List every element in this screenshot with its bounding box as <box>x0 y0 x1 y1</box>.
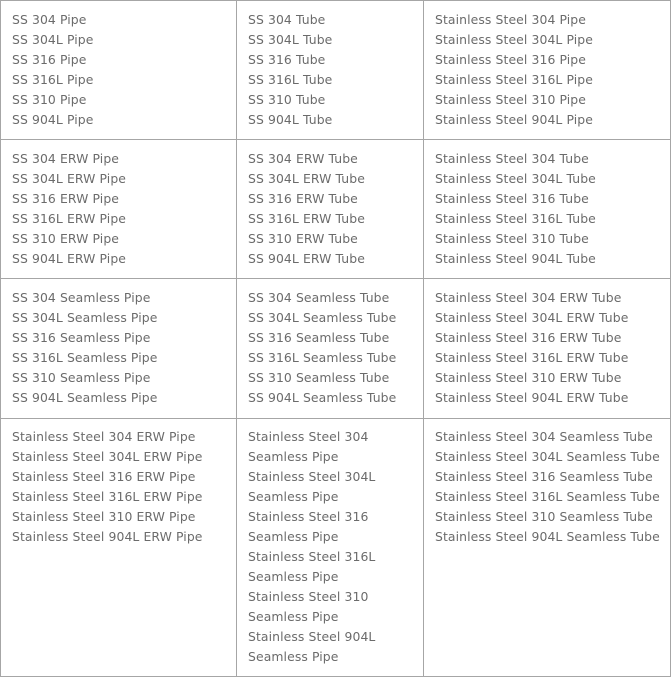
table-cell <box>237 140 424 279</box>
product-link[interactable]: SS 316 Pipe <box>12 52 87 67</box>
product-link[interactable]: SS 304 Pipe <box>12 12 87 27</box>
product-link[interactable]: Stainless Steel 316 Seamless Tube <box>435 469 653 484</box>
product-link[interactable]: SS 316 Seamless Tube <box>248 330 390 345</box>
table-cell <box>1 279 237 419</box>
table-cell <box>237 279 424 419</box>
product-link[interactable]: Stainless Steel 904L Seamless Pipe <box>248 629 376 664</box>
product-link[interactable]: Stainless Steel 304 Pipe <box>435 12 586 27</box>
product-link[interactable]: Stainless Steel 304L ERW Tube <box>435 310 629 325</box>
product-link[interactable]: Stainless Steel 304L Tube <box>435 171 596 186</box>
product-link[interactable]: SS 304 Seamless Tube <box>248 290 390 305</box>
product-link[interactable]: SS 316 ERW Pipe <box>12 191 120 206</box>
product-link[interactable]: Stainless Steel 310 ERW Tube <box>435 370 622 385</box>
product-link[interactable]: SS 316 Tube <box>248 52 326 67</box>
product-link[interactable]: SS 304L ERW Pipe <box>12 171 127 186</box>
table-cell <box>1 1 237 140</box>
product-link[interactable]: Stainless Steel 304 Seamless Pipe <box>248 429 369 464</box>
product-link[interactable]: SS 316L ERW Tube <box>248 211 365 226</box>
product-link[interactable]: SS 304L Tube <box>248 32 333 47</box>
product-link[interactable]: SS 304 ERW Tube <box>248 151 358 166</box>
product-link[interactable]: SS 316 ERW Tube <box>248 191 358 206</box>
table-row <box>1 279 671 419</box>
table-cell <box>1 419 237 677</box>
table-row <box>1 419 671 677</box>
product-link[interactable]: Stainless Steel 304L Pipe <box>435 32 593 47</box>
product-link[interactable]: SS 316 Seamless Pipe <box>12 330 151 345</box>
product-link[interactable]: SS 904L Tube <box>248 112 333 127</box>
product-link[interactable]: SS 904L ERW Pipe <box>12 251 127 266</box>
product-link[interactable]: SS 904L ERW Tube <box>248 251 365 266</box>
product-link[interactable]: Stainless Steel 304L Seamless Tube <box>435 449 660 464</box>
table-cell <box>237 419 424 677</box>
product-link[interactable]: SS 304 ERW Pipe <box>12 151 120 166</box>
table-cell <box>424 279 671 419</box>
product-link[interactable]: SS 904L Pipe <box>12 112 94 127</box>
product-link[interactable]: Stainless Steel 316L Seamless Tube <box>435 489 660 504</box>
product-link[interactable]: SS 904L Seamless Tube <box>248 390 397 405</box>
product-link[interactable]: Stainless Steel 904L Pipe <box>435 112 593 127</box>
product-link[interactable]: Stainless Steel 904L Seamless Tube <box>435 529 660 544</box>
product-link[interactable]: Stainless Steel 310 Seamless Pipe <box>248 589 369 624</box>
product-link[interactable]: SS 904L Seamless Pipe <box>12 390 158 405</box>
product-link[interactable]: Stainless Steel 316L Tube <box>435 211 596 226</box>
product-link[interactable]: Stainless Steel 310 ERW Pipe <box>12 509 196 524</box>
product-link[interactable]: SS 316L Tube <box>248 72 333 87</box>
product-link[interactable]: Stainless Steel 304L ERW Pipe <box>12 449 203 464</box>
product-link[interactable]: SS 304 Seamless Pipe <box>12 290 151 305</box>
product-link[interactable]: Stainless Steel 316 Tube <box>435 191 589 206</box>
table-cell <box>424 419 671 677</box>
product-link[interactable]: Stainless Steel 316L Seamless Pipe <box>248 549 376 584</box>
product-link[interactable]: Stainless Steel 904L ERW Pipe <box>12 529 203 544</box>
product-link[interactable]: SS 316L ERW Pipe <box>12 211 127 226</box>
product-link[interactable]: SS 310 Pipe <box>12 92 87 107</box>
product-link[interactable]: Stainless Steel 316 ERW Pipe <box>12 469 196 484</box>
product-link[interactable]: SS 310 Tube <box>248 92 326 107</box>
product-link[interactable]: Stainless Steel 310 Seamless Tube <box>435 509 653 524</box>
product-link[interactable]: SS 310 ERW Tube <box>248 231 358 246</box>
product-link[interactable]: Stainless Steel 304L Seamless Pipe <box>248 469 376 504</box>
product-link[interactable]: Stainless Steel 304 ERW Tube <box>435 290 622 305</box>
table-cell <box>237 1 424 140</box>
product-link[interactable]: SS 310 ERW Pipe <box>12 231 120 246</box>
table-row <box>1 140 671 279</box>
product-link[interactable]: Stainless Steel 310 Pipe <box>435 92 586 107</box>
product-link[interactable]: SS 304 Tube <box>248 12 326 27</box>
product-link[interactable]: Stainless Steel 904L Tube <box>435 251 596 266</box>
table-cell <box>424 140 671 279</box>
product-link[interactable]: SS 304L ERW Tube <box>248 171 365 186</box>
product-link[interactable]: Stainless Steel 904L ERW Tube <box>435 390 629 405</box>
product-link[interactable]: Stainless Steel 316L ERW Pipe <box>12 489 203 504</box>
product-link[interactable]: Stainless Steel 310 Tube <box>435 231 589 246</box>
product-link[interactable]: SS 316L Pipe <box>12 72 94 87</box>
product-link[interactable]: SS 304L Seamless Pipe <box>12 310 158 325</box>
product-link[interactable]: Stainless Steel 304 Tube <box>435 151 589 166</box>
product-link[interactable]: Stainless Steel 316L Pipe <box>435 72 593 87</box>
product-link[interactable]: SS 310 Seamless Tube <box>248 370 390 385</box>
table-row <box>1 1 671 140</box>
product-link[interactable]: Stainless Steel 316 Seamless Pipe <box>248 509 369 544</box>
product-link[interactable]: Stainless Steel 316 ERW Tube <box>435 330 622 345</box>
product-link[interactable]: SS 304L Seamless Tube <box>248 310 397 325</box>
product-link[interactable]: Stainless Steel 304 ERW Pipe <box>12 429 196 444</box>
product-link[interactable]: SS 316L Seamless Pipe <box>12 350 158 365</box>
product-link[interactable]: Stainless Steel 304 Seamless Tube <box>435 429 653 444</box>
product-link[interactable]: SS 310 Seamless Pipe <box>12 370 151 385</box>
product-link[interactable]: Stainless Steel 316L ERW Tube <box>435 350 629 365</box>
table-cell <box>424 1 671 140</box>
product-link[interactable]: Stainless Steel 316 Pipe <box>435 52 586 67</box>
product-link[interactable]: SS 304L Pipe <box>12 32 94 47</box>
table-cell <box>1 140 237 279</box>
product-link[interactable]: SS 316L Seamless Tube <box>248 350 397 365</box>
